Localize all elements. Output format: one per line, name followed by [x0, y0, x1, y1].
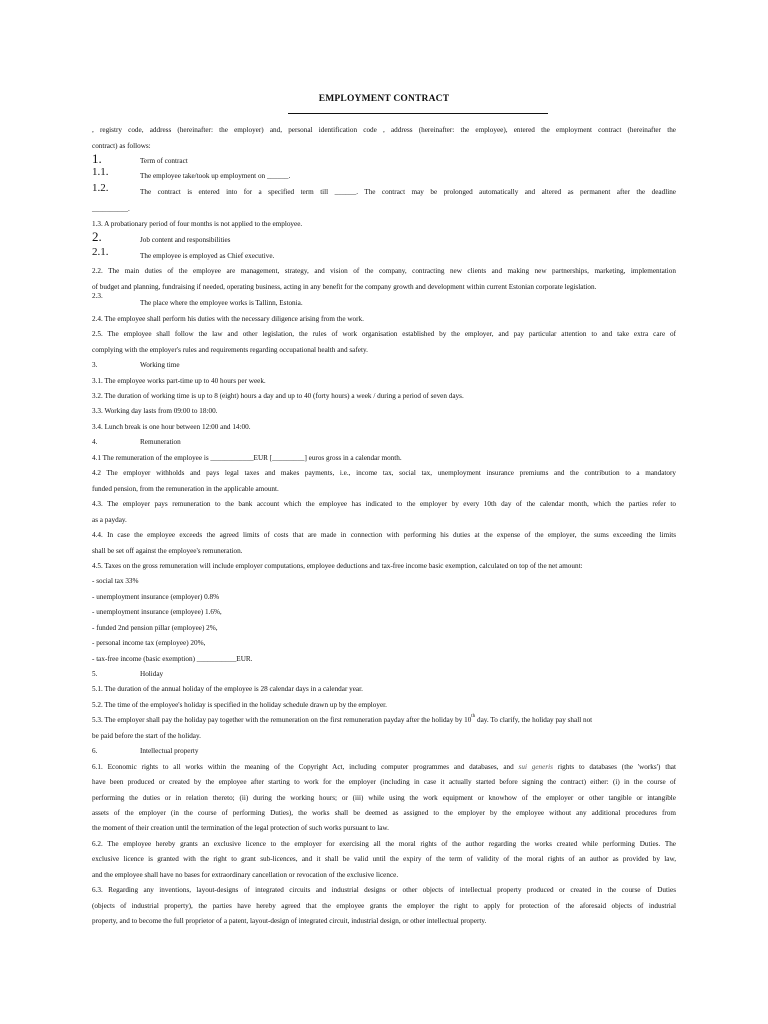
section-6-1-line-2: have been produced or created by the employee after starting to work for the employer (including in case it actually started before signing the contract) either: (i) in the course of	[92, 778, 676, 786]
section-1-2-number: 1.2.	[92, 182, 109, 194]
section-6-1-line-3: performing the duties or in relation thereto; (ii) during the working hours; or (iii) while using the work equipment or knowhow of the employer or other tangible or intangible	[92, 794, 676, 802]
section-2-5-line-2: complying with the employer's rules and requirements regarding occupational health and safety.	[92, 346, 368, 354]
section-2-3-text: The place where the employee works is Tallinn, Estonia.	[140, 299, 303, 307]
section-2-number: 2.	[92, 229, 102, 244]
section-4-2-line-2: funded pension, from the remuneration in the applicable amount.	[92, 485, 279, 493]
section-5-3-text-end: day. To clarify, the holiday pay shall not	[475, 716, 593, 724]
section-3-3: 3.3. Working day lasts from 09:00 to 18:00.	[92, 407, 218, 415]
section-6-1-line-1	[92, 763, 676, 772]
section-2-5-line-1: 2.5. The employee shall follow the law and other legislation, the rules of work organisation established by the employer, and pay particular attention to and take extra care of	[92, 330, 676, 338]
section-4-title: Remuneration	[140, 438, 181, 446]
section-4-4-line-2: shall be set off against the employee's remuneration.	[92, 547, 243, 555]
section-6-3-line-1: 6.3. Regarding any inventions, layout-designs of integrated circuits and industrial designs or other objects of intellectual property produced or created in the course of Duties	[92, 886, 676, 894]
superscript-th: th	[471, 714, 476, 719]
sui-generis-italic: sui generis	[518, 763, 553, 771]
section-1-title: Term of contract	[140, 157, 188, 165]
section-6-2-line-2: exclusive licence is granted with the right to grant sub-licences, and it shall be valid until the expiry of the term of validity of the moral rights of an author as provided by law,	[92, 855, 676, 863]
section-6-1-text-end: rights to databases (the 'works') that	[552, 763, 676, 771]
tax-item: - social tax 33%	[92, 577, 139, 585]
document-title: EMPLOYMENT CONTRACT	[318, 94, 450, 104]
section-2-2-line-2: of budget and planning, fundraising if needed, operating business, acting in any benefit for the company growth and development within current Estonian corporate legislation.	[92, 283, 597, 291]
tax-item: - personal income tax (employee) 20%,	[92, 639, 206, 647]
section-4-number: 4.	[92, 438, 98, 446]
section-1-1-text: The employee take/took up employment on ______.	[140, 172, 291, 180]
section-6-2-line-1: 6.2. The employee hereby grants an exclusive licence to the employer for exercising all the moral rights of the author regarding the works created while performing Duties. The	[92, 840, 676, 848]
section-5-number: 5.	[92, 670, 98, 678]
section-5-3-text: 5.3. The employer shall pay the holiday pay together with the remuneration on the first remuneration payday after the holiday by 10	[92, 716, 472, 724]
tax-item: - unemployment insurance (employer) 0.8%	[92, 593, 220, 601]
section-2-title: Job content and responsibilities	[140, 236, 231, 244]
section-2-4: 2.4. The employee shall perform his duties with the necessary diligence arising from the work.	[92, 315, 364, 323]
section-2-3-number: 2.3.	[92, 292, 103, 300]
section-1-2-text: The contract is entered into for a specified term till ______. The contract may be prolonged automatically and altered as permanent after the deadline	[140, 188, 676, 196]
section-6-2-line-3: and the employee shall have no bases for extraordinary cancellation or revocation of the exclusive licence.	[92, 871, 399, 879]
section-3-4: 3.4. Lunch break is one hour between 12:00 and 14:00.	[92, 423, 251, 431]
section-3-2: 3.2. The duration of working time is up to 8 (eight) hours a day and up to 40 (forty hours) a week / during a period of seven days.	[92, 392, 464, 400]
section-6-1-line-4: assets of the employer (in the course of performing Duties), the works shall be deemed as assigned to the employer by the employee without any additional procedures from	[92, 809, 676, 817]
intro-line-1: , registry code, address (hereinafter: the employer) and, personal identification code , address (hereinafter: the employee), entered the employment contract (hereinafter the	[92, 126, 676, 134]
section-6-1-text: 6.1. Economic rights to all works within the meaning of the Copyright Act, including computer programmes and databases, and	[92, 763, 519, 771]
section-1-2-text-cont: __________.	[92, 205, 130, 213]
section-5-1: 5.1. The duration of the annual holiday of the employee is 28 calendar days in a calendar year.	[92, 685, 363, 693]
section-3-1: 3.1. The employee works part-time up to 40 hours per week.	[92, 377, 266, 385]
section-3-title: Working time	[140, 361, 180, 369]
tax-item: - unemployment insurance (employee) 1.6%,	[92, 608, 222, 616]
section-6-3-line-2: (objects of industrial property), the parties have hereby agreed that the employee grants the employer the right to apply for protection of the aforesaid objects of industrial	[92, 902, 676, 910]
section-2-1-text: The employee is employed as Chief executive.	[140, 252, 275, 260]
title-underline	[288, 113, 548, 114]
section-1-1-number: 1.1.	[92, 166, 109, 178]
intro-line-2: contract) as follows:	[92, 142, 151, 150]
section-6-title: Intellectual property	[140, 747, 199, 755]
section-4-3-line-1: 4.3. The employer pays remuneration to the bank account which the employee has indicated to the employer by every 10th day of the calendar month, which the parties refer to	[92, 500, 676, 508]
section-6-number: 6.	[92, 747, 98, 755]
section-4-2-line-1: 4.2 The employer withholds and pays legal taxes and makes payments, i.e., income tax, social tax, unemployment insurance premiums and the contribution to a mandatory	[92, 469, 676, 477]
section-5-2: 5.2. The time of the employee's holiday is specified in the holiday schedule drawn up by the employer.	[92, 701, 387, 709]
section-4-3-line-2: as a payday.	[92, 516, 127, 524]
section-6-1-line-5: the moment of their creation until the termination of the legal protection of such works pursuant to law.	[92, 824, 389, 832]
section-6-3-line-3: property, and to become the full proprietor of a patent, layout-design of integrated circuit, industrial design, or other intellectual property.	[92, 917, 487, 925]
section-4-5: 4.5. Taxes on the gross remuneration will include employer computations, employee deductions and tax-free income basic exemption, calculated on top of the net amount:	[92, 562, 583, 570]
section-4-4-line-1: 4.4. In case the employee exceeds the agreed limits of costs that are made in connection with performing his duties at the expense of the employer, the sums exceeding the limits	[92, 531, 676, 539]
tax-item: - tax-free income (basic exemption) ___________EUR.	[92, 655, 253, 663]
section-5-3-line-1	[92, 716, 676, 726]
section-2-2-line-1: 2.2. The main duties of the employee are management, strategy, and vision of the company, contracting new clients and making new partnerships, marketing, implementation	[92, 267, 676, 275]
section-1-number: 1.	[92, 151, 102, 166]
section-2-1-number: 2.1.	[92, 246, 109, 258]
section-4-1: 4.1 The remuneration of the employee is ____________EUR [_________] euros gross in a calendar month.	[92, 454, 402, 462]
section-1-3: 1.3. A probationary period of four months is not applied to the employee.	[92, 220, 303, 228]
section-5-3-line-2: be paid before the start of the holiday.	[92, 732, 201, 740]
section-3-number: 3.	[92, 361, 98, 369]
tax-item: - funded 2nd pension pillar (employee) 2%,	[92, 624, 218, 632]
section-5-title: Holiday	[140, 670, 164, 678]
